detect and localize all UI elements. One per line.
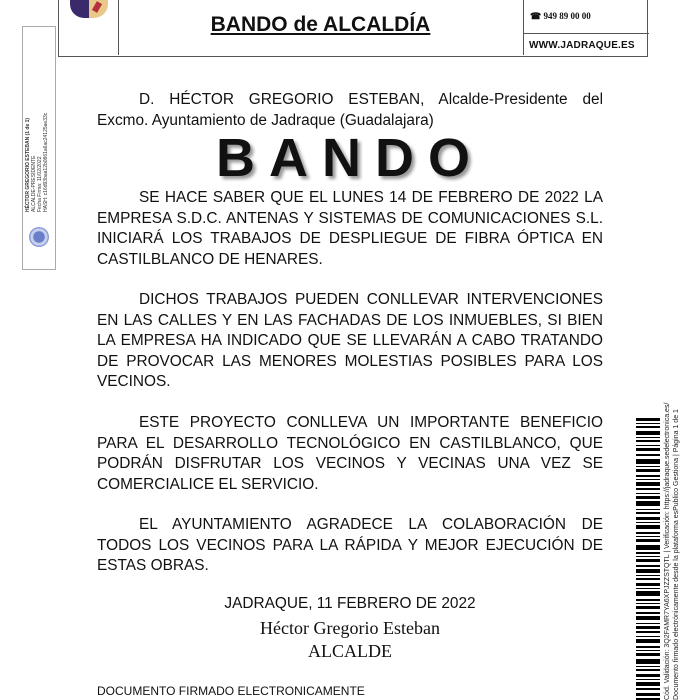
barcode-icon	[636, 418, 660, 700]
paragraph-1	[97, 188, 603, 270]
signature-line: ALCALDE-PRESIDENTE	[31, 155, 37, 212]
signer-role: ALCALDE	[308, 641, 392, 661]
paragraph-text: SE HACE SABER QUE EL LUNES 14 DE FEBRERO DE 2022 LA EMPRESA S.D.C. ANTENAS Y SISTEMAS DE COMUNICACIONES S.L. INICIARÁ LOS TRABAJOS DE DESPLIEGUE DE FIBRA ÓPTICA EN CASTILBLANCO DE HENARES.	[97, 189, 603, 268]
phone-number: ☎ 949 89 00 00	[530, 11, 591, 21]
intro-text: D. HÉCTOR GREGORIO ESTEBAN, Alcalde-Presidente del Excmo. Ayuntamiento de Jadraque (Guadalajara)	[97, 91, 603, 129]
verification-text	[663, 400, 693, 700]
paragraph-3	[97, 413, 603, 495]
website-link[interactable]: WWW.JADRAQUE.ES	[529, 40, 635, 51]
signature-line: HÉCTOR GREGORIO ESTEBAN (1 de 1)	[25, 117, 31, 212]
paragraph-text: ESTE PROYECTO CONLLEVA UN IMPORTANTE BENEFICIO PARA EL DESARROLLO TECNOLÓGICO EN CASTILBLANCO, QUE PODRÁN DISFRUTAR LOS VECINOS Y VECINAS UNA VEZ SE COMERCIALICE EL SERVICIO.	[97, 414, 603, 493]
document-title: BANDO de ALCALDÍA	[210, 13, 431, 36]
paragraph-4	[97, 515, 603, 577]
signer-name: Héctor Gregorio Esteban	[260, 618, 440, 638]
verification-line[interactable]: Cód. Validación: 3Q2FAMR7YA6XPJZZSTQTL | Verificación: https://jadraque.sedelectronica.es/	[664, 402, 671, 700]
electronic-seal-icon	[29, 227, 49, 247]
paragraph-2	[97, 290, 603, 393]
title-cell	[118, 0, 523, 55]
signature-line: HASH: c16d93baa12b0861a6ac24125ae33c	[43, 112, 49, 212]
letterhead	[58, 0, 648, 57]
signature-line: Fecha Firma: 11/02/2022	[37, 156, 43, 212]
logo-cell	[59, 0, 119, 55]
electronic-signature-note: DOCUMENTO FIRMADO ELECTRONICAMENTE	[97, 684, 365, 698]
contact-cell	[523, 0, 649, 55]
divider	[524, 33, 649, 34]
place-date: JADRAQUE, 11 FEBRERO DE 2022	[224, 595, 476, 612]
paragraph-text: DICHOS TRABAJOS PUEDEN CONLLEVAR INTERVENCIONES EN LAS CALLES Y EN LAS FACHADAS DE LOS INMUEBLES, SI BIEN LA EMPRESA HA INDICADO QUE SE LLEVARÁN A CABO TRATANDO DE PROVOCAR LAS MENORES MOLESTIAS POSIBLES PARA LOS VECINOS.	[97, 291, 603, 391]
intro-paragraph	[97, 90, 603, 131]
coat-of-arms-icon	[70, 0, 108, 18]
bando-heading: BANDO	[216, 128, 484, 188]
paragraph-text: EL AYUNTAMIENTO AGRADECE LA COLABORACIÓN DE TODOS LOS VECINOS PARA LA RÁPIDA Y MEJOR EJECUCIÓN DE ESTAS OBRAS.	[97, 516, 603, 575]
verification-line: Documento firmado electrónicamente desde la plataforma esPublico Gestiona | Página 1 de 1	[673, 409, 680, 700]
